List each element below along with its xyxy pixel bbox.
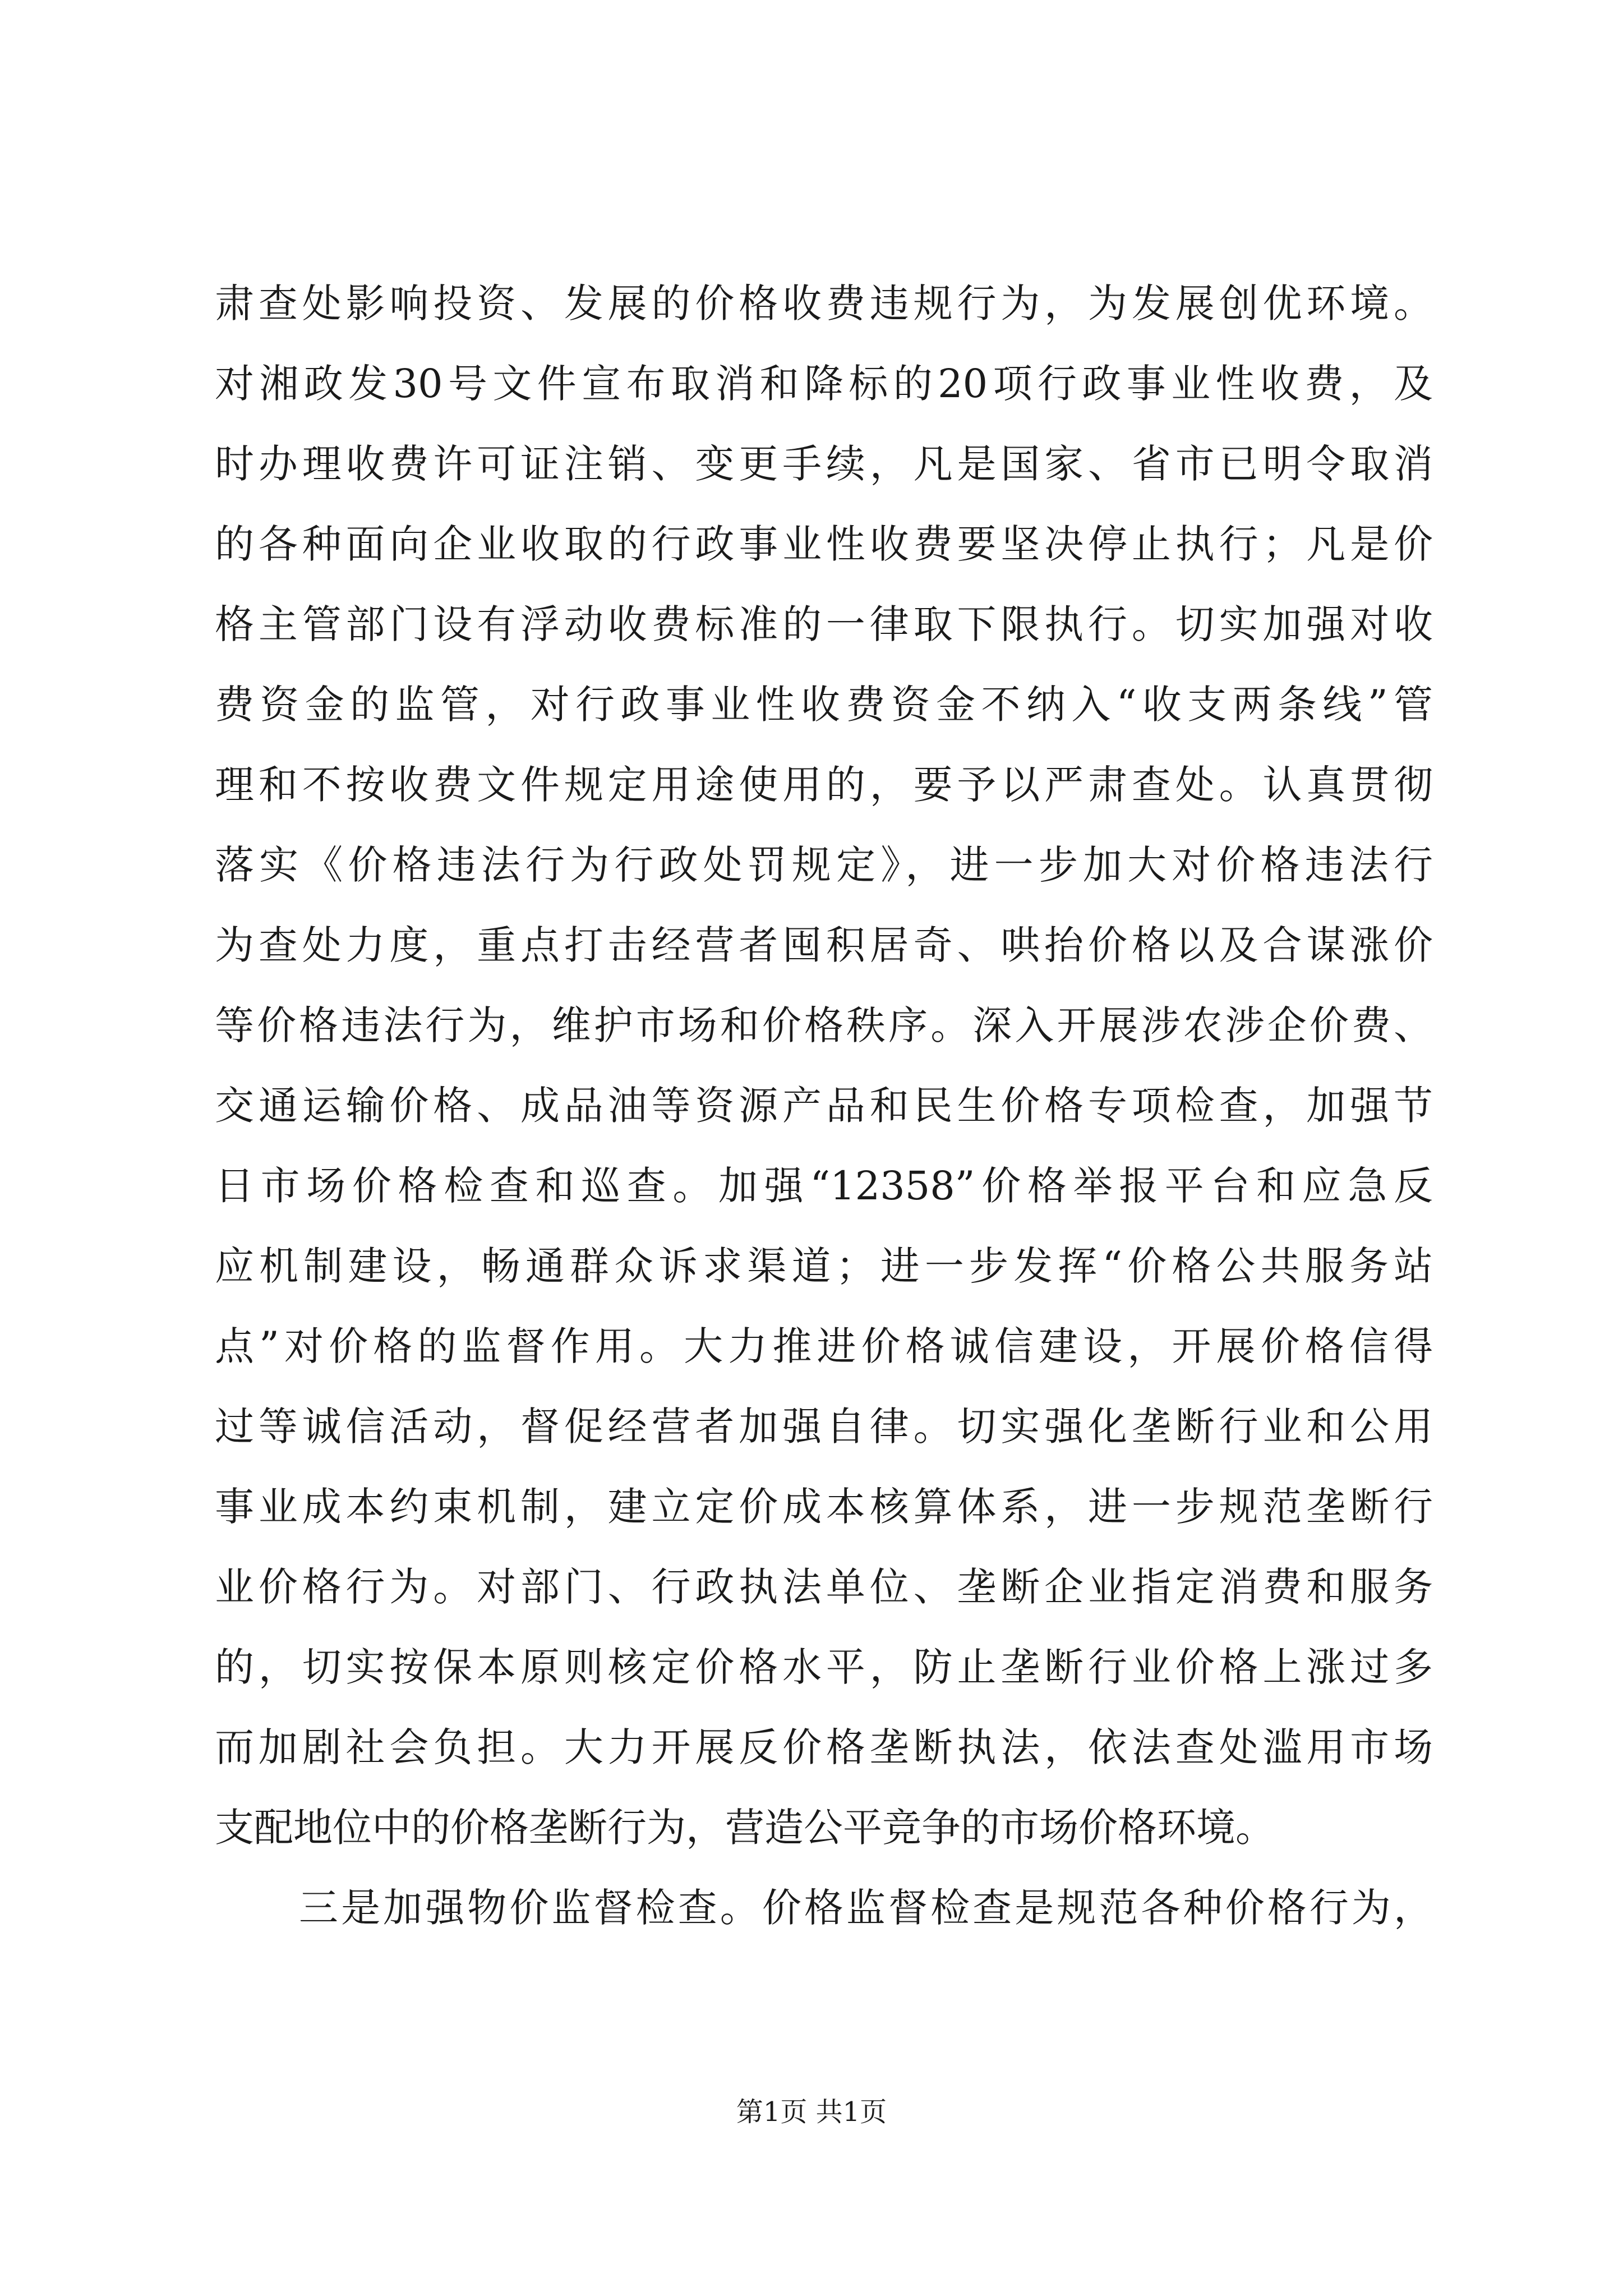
text-line: 交通运输价格、成品油等资源产品和民生价格专项检查，加强节 (215, 1083, 1433, 1129)
text-line: 业价格行为。对部门、行政执法单位、垄断企业指定消费和服务 (215, 1564, 1433, 1610)
text-line: 日市场价格检查和巡查。加强“12358”价格举报平台和应急反 (215, 1163, 1433, 1209)
text-line: 过等诚信活动，督促经营者加强自律。切实强化垄断行业和公用 (215, 1404, 1433, 1450)
text-line: 费资金的监管，对行政事业性收费资金不纳入“收支两条线”管 (215, 682, 1433, 728)
body-text (215, 264, 1433, 1948)
text-line: 的各种面向企业收取的行政事业性收费要坚决停止执行；凡是价 (215, 521, 1433, 567)
text-line: 点”对价格的监督作用。大力推进价格诚信建设，开展价格信得 (215, 1323, 1433, 1369)
text-line: 等价格违法行为，维护市场和价格秩序。深入开展涉农涉企价费、 (215, 1002, 1433, 1048)
text-line: 格主管部门设有浮动收费标准的一律取下限执行。切实加强对收 (215, 601, 1433, 647)
text-line: 理和不按收费文件规定用途使用的，要予以严肃查处。认真贯彻 (215, 762, 1433, 808)
text-line-paragraph-end: 支配地位中的价格垄断行为，营造公平竞争的市场价格环境。 (215, 1805, 1275, 1851)
text-line: 应机制建设，畅通群众诉求渠道；进一步发挥“价格公共服务站 (215, 1243, 1433, 1289)
text-line: 的，切实按保本原则核定价格水平，防止垄断行业价格上涨过多 (215, 1644, 1433, 1690)
text-line-paragraph-start: 三是加强物价监督检查。价格监督检查是规范各种价格行为， (299, 1885, 1433, 1931)
text-line: 肃查处影响投资、发展的价格收费违规行为，为发展创优环境。 (215, 280, 1433, 326)
text-line: 而加剧社会负担。大力开展反价格垄断执法，依法查处滥用市场 (215, 1724, 1433, 1770)
text-line: 落实《价格违法行为行政处罚规定》，进一步加大对价格违法行 (215, 842, 1433, 888)
text-line: 为查处力度，重点打击经营者囤积居奇、哄抬价格以及合谋涨价 (215, 922, 1433, 968)
text-line: 时办理收费许可证注销、变更手续，凡是国家、省市已明令取消 (215, 441, 1433, 487)
text-line: 对湘政发30号文件宣布取消和降标的20项行政事业性收费，及 (215, 361, 1433, 407)
page-number-label: 第1页 共1页 (736, 2096, 887, 2128)
text-line: 事业成本约束机制，建立定价成本核算体系，进一步规范垄断行 (215, 1484, 1433, 1530)
page-footer (0, 2095, 1623, 2129)
